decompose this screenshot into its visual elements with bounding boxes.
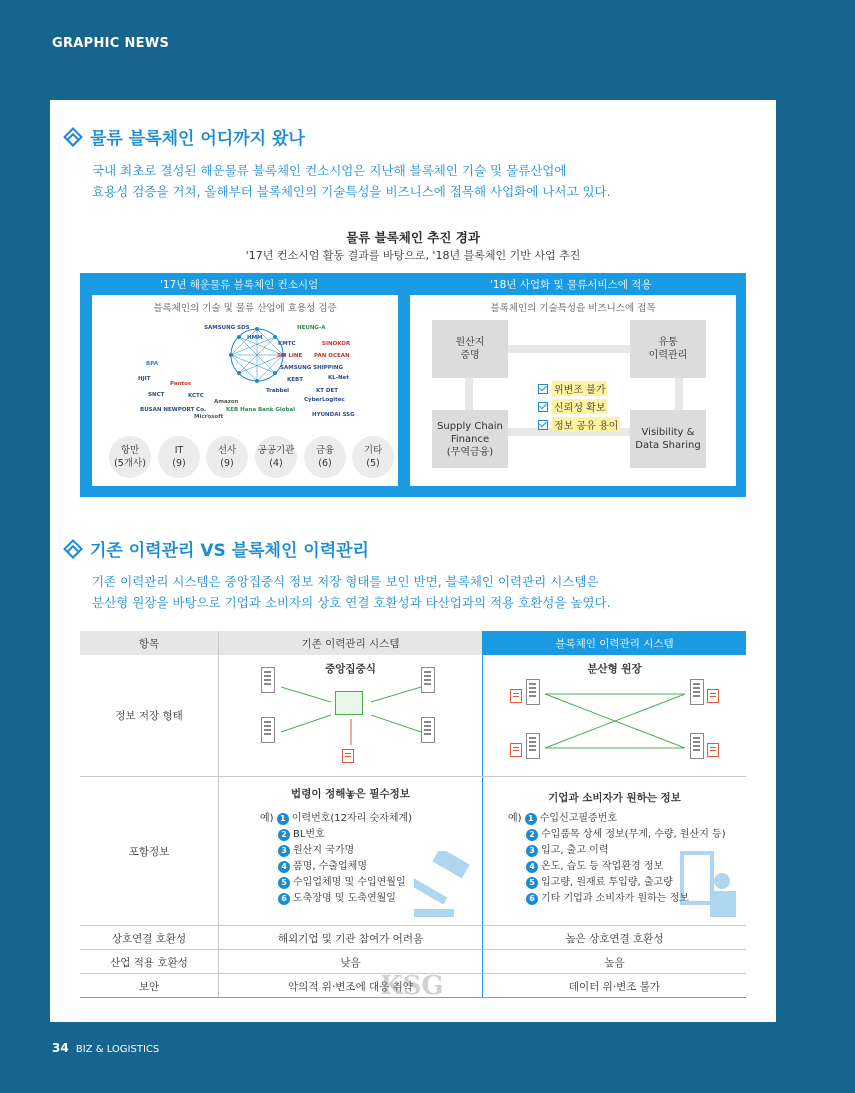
example-prefix: 예): [260, 813, 274, 824]
row-label-security: 보안: [138, 981, 160, 993]
number-badge: 6: [526, 893, 538, 905]
left-panel-subheading: 블록체인의 기술 및 물류 산업에 효용성 검증: [153, 303, 337, 314]
section2-body: [92, 571, 611, 613]
checkbox-icon: [538, 384, 548, 394]
checkbox-icon: [538, 402, 548, 412]
list-text: 도축장명 및 도축연월일: [293, 893, 396, 904]
right-panel: [410, 295, 736, 486]
divider: [80, 776, 746, 777]
section2-title: [66, 536, 369, 561]
blockchain-interop: 높은 상호연결 호환성: [565, 933, 664, 945]
logo: Microsoft: [194, 414, 224, 420]
origin-line1: 원산지: [455, 337, 485, 348]
blockchain-industry: 높음: [604, 957, 625, 969]
footer: [52, 1041, 159, 1055]
document-icon: [510, 689, 522, 703]
row-label-storage: 정보 저장 형태: [115, 710, 183, 722]
building-icon: [526, 733, 540, 759]
list-text: 원산지 국가명: [293, 845, 355, 856]
header-blockchain: 블록체인 이력관리 시스템: [483, 631, 746, 655]
category-count: (9): [220, 458, 234, 469]
check-item: [538, 381, 607, 396]
distribution-line1: 유통: [658, 337, 678, 348]
connector: [505, 345, 639, 353]
document-icon: [707, 743, 719, 757]
chart-subtitle: '17년 컨소시엄 활동 결과를 바탕으로, '18년 블록체인 기반 사업 추진: [245, 249, 581, 262]
section2-body-line1: 기존 이력관리 시스템은 중앙집중식 정보 저장 형태를 보인 반면, 블록체인 이력관리 시스템은: [92, 574, 599, 589]
list-item: [508, 811, 726, 827]
left-panel: [92, 295, 398, 486]
arrows-icon: [540, 686, 690, 756]
number-badge: 6: [278, 893, 290, 905]
building-icon: [526, 679, 540, 705]
check-text: 위변조 불가: [552, 381, 607, 396]
section2-title-text: 기존 이력관리 VS 블록체인 이력관리: [90, 541, 369, 561]
list-text: 기타 기업과 소비자가 원하는 정보: [541, 893, 689, 904]
number-badge: 3: [278, 845, 290, 857]
logo: HJIT: [138, 376, 151, 382]
number-badge: 5: [526, 877, 538, 889]
document-icon: [342, 749, 354, 763]
list-text: 이력번호(12자리 숫자체계): [291, 813, 413, 824]
gavel-icon: [414, 851, 472, 921]
section-label: GRAPHIC NEWS: [52, 36, 170, 51]
category-count: (9): [172, 458, 186, 469]
logo: HMM: [247, 335, 263, 341]
publication-name: BIZ & LOGISTICS: [75, 1044, 160, 1055]
scf-block: [432, 410, 508, 468]
legacy-security: 악의적 위·변조에 대응 취약: [288, 981, 413, 993]
distribution-line2: 이력관리: [648, 350, 688, 361]
right-panel-heading: '18년 사업화 및 물류서비스에 적용: [490, 279, 652, 291]
watermark: KSG: [380, 971, 444, 1001]
category-name: 항만: [120, 445, 140, 456]
check-item: [538, 399, 607, 414]
scf-line2: Finance: [450, 433, 490, 445]
number-badge: 2: [526, 829, 538, 841]
divider: [80, 925, 746, 926]
visibility-line1: Visibility &: [641, 427, 695, 438]
list-item: [260, 859, 412, 875]
list-item: [260, 843, 412, 859]
category-public: [255, 436, 297, 478]
category-shipping: [206, 436, 248, 478]
number-badge: 1: [277, 813, 289, 825]
diamond-icon: [63, 127, 83, 147]
connector: [465, 375, 473, 415]
logo: KEB Hana Bank Global: [226, 407, 296, 413]
origin-line2: 증명: [460, 350, 480, 361]
row-label-interop: 상호연결 호환성: [111, 933, 187, 945]
right-panel-subheading: 블록체인의 기술특성을 비즈니스에 접목: [490, 303, 656, 314]
logo: KCTC: [188, 393, 204, 399]
check-text: 정보 공유 용이: [552, 417, 620, 432]
logo: Trabbel: [266, 388, 290, 394]
category-count: (5): [366, 458, 380, 469]
logo: BUSAN NEWPORT Co.: [140, 407, 207, 413]
chart-box: [80, 273, 746, 497]
logo: KT DET: [316, 388, 339, 394]
header-legacy: 기존 이력관리 시스템: [219, 631, 482, 655]
page-number: 34: [52, 1041, 69, 1055]
section2-body-line2: 분산형 원장을 바탕으로 기업과 소비자의 상호 연결 호환성과 타산업과의 적용 호환성을 높였다.: [92, 595, 611, 610]
legacy-info-list: [260, 811, 412, 907]
number-badge: 1: [525, 813, 537, 825]
blockchain-info-title: 기업과 소비자가 원하는 정보: [548, 792, 681, 804]
logo: CyberLogitec: [304, 397, 345, 403]
section1-body-line2: 효용성 검증을 거쳐, 올해부터 블록체인의 기술특성을 비즈니스에 접목해 사업화에 나서고 있다.: [92, 184, 611, 199]
category-it: [158, 436, 200, 478]
building-icon: [261, 667, 275, 693]
list-text: 품명, 수출업체명: [293, 861, 367, 872]
list-item: [260, 891, 412, 907]
logo: KEBT: [287, 377, 303, 383]
visibility-block: [630, 410, 706, 468]
number-badge: 5: [278, 877, 290, 889]
section1-body: [92, 160, 611, 202]
category-name: 공공기관: [257, 445, 295, 456]
list-item: [508, 827, 726, 843]
example-prefix: 예): [508, 813, 522, 824]
check-item: [538, 417, 620, 432]
logo: Amazon: [214, 399, 239, 405]
check-text: 신뢰성 확보: [552, 399, 607, 414]
section1-body-line1: 국내 최초로 결성된 해운물류 블록체인 컨소시엄은 지난해 블록체인 기술 및 물류산업에: [92, 163, 567, 178]
row-label-info: 포함정보: [128, 846, 170, 858]
category-count: (4): [269, 458, 283, 469]
category-other: [352, 436, 394, 478]
header-item: 항목: [80, 631, 218, 655]
logo: SAMSUNG SHIPPING: [280, 365, 343, 371]
number-badge: 4: [278, 861, 290, 873]
origin-block: [432, 320, 508, 378]
building-icon: [261, 717, 275, 743]
category-port: [109, 436, 151, 478]
logo: SM LINE: [277, 353, 303, 359]
connector: [675, 375, 683, 415]
category-name: 기타: [363, 445, 383, 456]
logo: PAN OCEAN: [314, 353, 350, 359]
legacy-industry: 낮음: [340, 957, 361, 969]
list-item: [260, 811, 412, 827]
list-text: 입고량, 원재료 투입량, 출고량: [541, 877, 673, 888]
list-item: [260, 827, 412, 843]
list-text: 입고, 출고 이력: [541, 845, 609, 856]
number-badge: 3: [526, 845, 538, 857]
document-icon: [510, 743, 522, 757]
legacy-interop: 해외기업 및 기관 참여가 어려움: [277, 933, 424, 945]
category-name: IT: [174, 445, 184, 456]
category-count: (6): [318, 458, 332, 469]
list-text: 수입품목 상세 정보(무게, 수량, 원산지 등): [541, 829, 726, 840]
list-item: [260, 875, 412, 891]
category-name: 금융: [315, 445, 335, 456]
logo: BPA: [146, 361, 158, 367]
distribution-block: [630, 320, 706, 378]
document-icon: [707, 689, 719, 703]
section1-title: [66, 124, 305, 149]
list-text: 수입신고필증번호: [539, 813, 618, 824]
legacy-storage: 중앙집중식: [325, 663, 376, 675]
category-name: 선사: [217, 445, 237, 456]
logo: HEUNG-A: [297, 325, 326, 331]
number-badge: 2: [278, 829, 290, 841]
list-text: BL번호: [293, 829, 325, 840]
logo: SAMSUNG SDS: [204, 325, 250, 331]
logo: HYUNDAI SSG: [312, 412, 355, 418]
blockchain-storage: 분산형 원장: [587, 663, 642, 675]
number-badge: 4: [526, 861, 538, 873]
arrows-icon: [276, 677, 426, 747]
section1-title-text: 물류 블록체인 어디까지 왔나: [90, 129, 305, 149]
list-text: 온도, 습도 등 작업환경 정보: [541, 861, 664, 872]
legacy-info-title: 법령이 정해놓은 필수정보: [291, 788, 410, 800]
divider: [80, 949, 746, 950]
building-icon: [690, 733, 704, 759]
building-icon: [690, 679, 704, 705]
logo: KL-Net: [328, 375, 350, 381]
chart-title: 물류 블록체인 추진 경과: [346, 230, 480, 245]
category-count: (5개사): [114, 458, 146, 469]
blockchain-security: 데이터 위·변조 불가: [568, 981, 661, 993]
scf-line1: Supply Chain: [437, 420, 503, 432]
visibility-line2: Data Sharing: [635, 440, 701, 451]
left-panel-heading: '17년 해운물류 블록체인 컨소시엄: [160, 279, 319, 291]
row-label-industry: 산업 적용 호환성: [110, 957, 188, 969]
diamond-icon: [63, 539, 83, 559]
checkbox-icon: [538, 420, 548, 430]
logo: SINOKOR: [322, 341, 351, 347]
list-text: 수입업체명 및 수입연월일: [293, 877, 406, 888]
article-page: [50, 100, 776, 1022]
scf-line3: (무역금융): [446, 446, 494, 458]
logo: Pantos: [170, 381, 192, 387]
document-person-icon: [680, 851, 740, 921]
logo: KMTC: [278, 341, 296, 347]
logo: SNCT: [148, 392, 165, 398]
category-finance: [304, 436, 346, 478]
